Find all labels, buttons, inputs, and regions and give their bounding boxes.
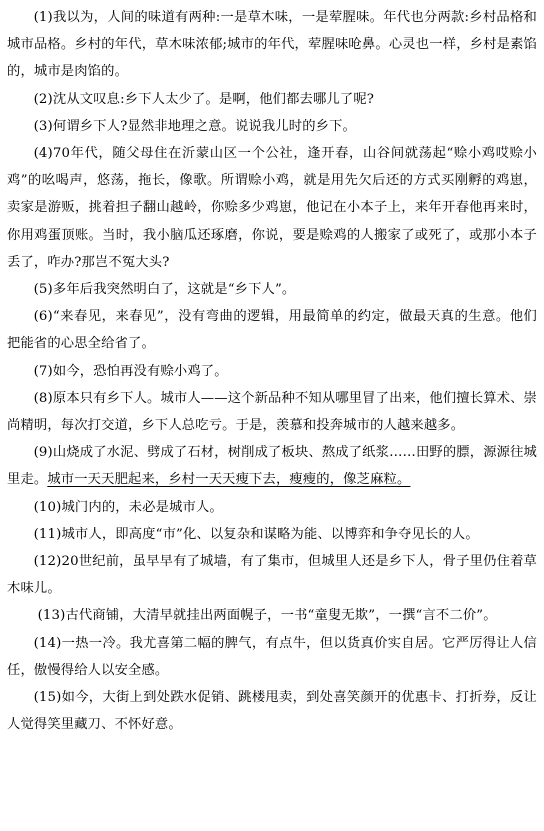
- paragraph-3: (3)何谓乡下人?显然非地理之意。说说我儿时的乡下。: [33, 118, 356, 134]
- paragraph-14: (14)一热一冷。我尤喜第二幅的脾气，有点牛，但以货真价实自居。它严厉得让人信任，傲慢得给人以安全感。: [7, 635, 537, 678]
- paragraph-13: (13)古代商铺，大清早就挂出两面幌子，一书“童叟无欺”，一撰“言不二价”。: [37, 608, 497, 624]
- paragraph-15: (15)如今，大街上到处跌水促销、跳楼甩卖，到处喜笑颜开的优惠卡、打折券，反让人觉得笑里藏刀、不怀好意。: [7, 690, 537, 733]
- paragraph-6: (6)“来春见，来春见”，没有弯曲的逻辑，用最简单的约定，做最天真的生意。他们把能省的心思全给省了。: [7, 309, 537, 352]
- paragraph-8: (8)原本只有乡下人。城市人——这个新品种不知从哪里冒了出来，他们擅长算术、崇尚精明，每次打交道，乡下人总吃亏。于是，羡慕和投奔城市的人越来越多。: [7, 390, 537, 434]
- paragraph-1: (1)我以为，人间的味道有两种:一是草木味，一是荤腥味。年代也分两款:乡村品格和城市品格。乡村的年代，草木味浓郁;城市的年代，荤腥味呛鼻。心灵也一样，乡村是素馅的，城市是肉馅的。: [7, 10, 537, 80]
- essay-document: [7, 4, 537, 738]
- paragraph-5: (5)多年后我突然明白了，这就是“乡下人”。: [33, 282, 296, 298]
- paragraph-7: (7)如今，恐怕再没有赊小鸡了。: [33, 363, 228, 379]
- paragraph-9-underlined-sentence: 城市一天天肥起来，乡村一天天瘦下去，瘦瘦的，像芝麻粒。: [47, 472, 411, 488]
- paragraph-11: (11)城市人，即高度“市”化、以复杂和谋略为能、以博弈和争夺见长的人。: [33, 526, 479, 542]
- paragraph-10: (10)城门内的，未必是城市人。: [33, 499, 223, 515]
- paragraph-9: [7, 439, 537, 493]
- paragraph-2: (2)沈从文叹息:乡下人太少了。是啊，他们都去哪儿了呢?: [33, 91, 375, 107]
- paragraph-4: (4)70年代，随父母住在沂蒙山区一个公社，逢开春，山谷间就荡起“赊小鸡哎赊小鸡”的吆喝声，悠荡，拖长，像歌。所谓赊小鸡，就是用先欠后还的方式买刚孵的鸡崽，卖家是游贩，挑着担子翻山越岭，你赊多少鸡崽，他记在小本子上，来年开春他再来时，你用鸡蛋顶账。当时，我小脑瓜还琢磨，你说，要是赊鸡的人搬家了或死了，或那小本子丢了，咋办?那岂不冤大头?: [7, 146, 537, 270]
- paragraph-12: (12)20世纪前，虽早早有了城墙，有了集市，但城里人还是乡下人，骨子里仍住着草木味儿。: [7, 554, 537, 597]
- paragraph-9-text: (9)山烧成了水泥、劈成了石材，树削成了板块、熬成了纸浆……田野的膘，源源往城里走。: [7, 445, 537, 488]
